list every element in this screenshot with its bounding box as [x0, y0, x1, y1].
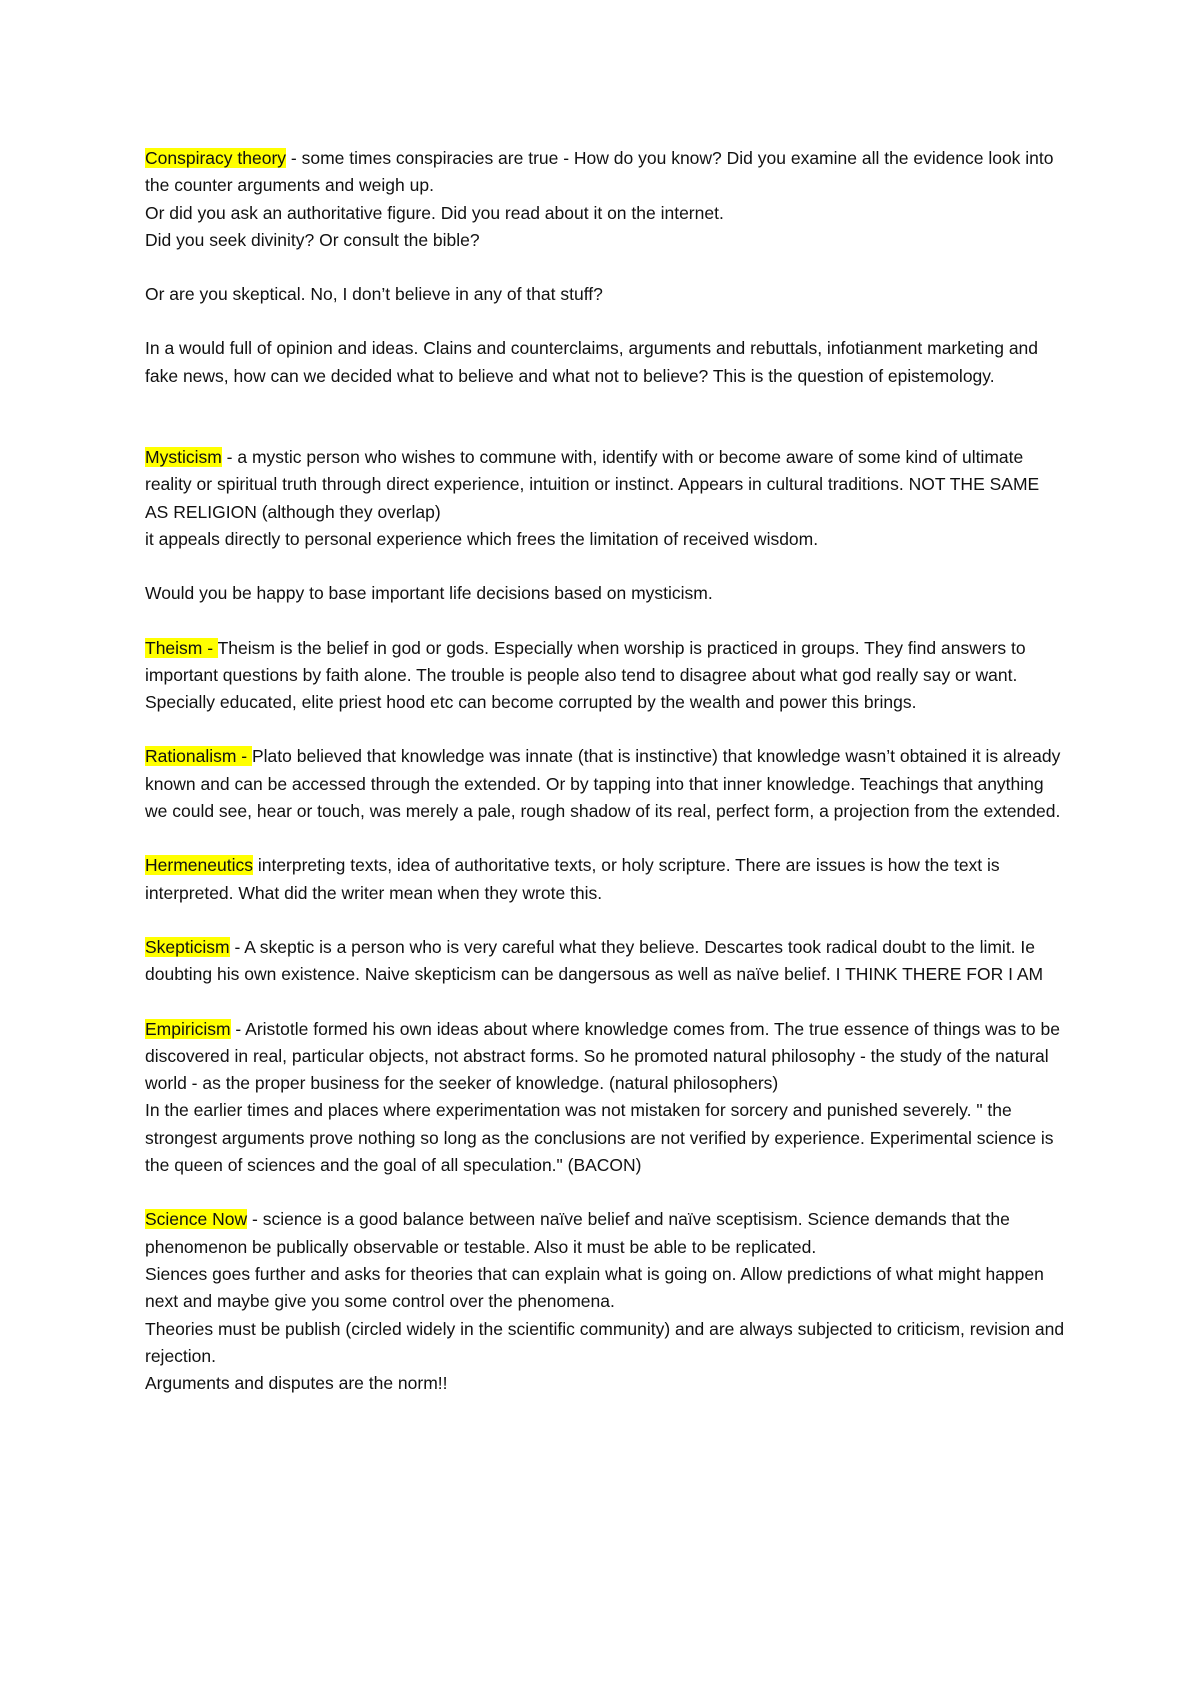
- document-page: [145, 145, 1065, 1397]
- spacer: [145, 390, 1065, 444]
- conspiracy-heading: Conspiracy theory: [145, 148, 287, 168]
- rationalism-paragraph: [145, 743, 1065, 825]
- hermeneutics-paragraph: [145, 852, 1065, 907]
- spacer: [145, 825, 1065, 852]
- spacer: [145, 989, 1065, 1016]
- empiricism-heading: Empiricism: [145, 1018, 231, 1039]
- theism-text: Theism is the belief in god or gods. Especially when worship is practiced in groups. They find answers to important questions by faith alone. The trouble is people also tend to disagree about what god really say or want. Specially educated, elite priest hood etc can become corrupted by the wealth and power this brings.: [145, 637, 1026, 713]
- spacer: [145, 254, 1065, 281]
- mysticism-text: - a mystic person who wishes to commune with, identify with or become aware of some kind of ultimate reality or spiritual truth through direct experience, intuition or instinct. Appears in cultural traditions. NOT THE SAME AS RELIGION (although they overlap): [145, 447, 1040, 522]
- spacer: [145, 553, 1065, 580]
- mysticism-question: Would you be happy to base important life decisions based on mysticism.: [145, 583, 713, 604]
- conspiracy-line-3: Did you seek divinity? Or consult the bible?: [145, 229, 480, 250]
- spacer: [145, 907, 1065, 934]
- science-now-text: - science is a good balance between naïve belief and naïve sceptisism. Science demands that the phenomenon be publically observable or testable. Also it must be able to be replicated.: [145, 1209, 1010, 1257]
- theism-paragraph: [145, 635, 1065, 717]
- skeptical-question: Or are you skeptical. No, I don’t believe in any of that stuff?: [145, 284, 603, 305]
- spacer: [145, 716, 1065, 743]
- conspiracy-paragraph: [145, 145, 1065, 254]
- spacer: [145, 608, 1065, 635]
- science-now-line-4: Arguments and disputes are the norm!!: [145, 1373, 448, 1394]
- skepticism-text: - A skeptic is a person who is very careful what they believe. Descartes took radical doubt to the limit. Ie doubting his own existence. Naive skepticism can be dangersous as well as naïve belief. I THINK THERE FOR I AM: [145, 936, 1044, 985]
- science-now-line-3: Theories must be publish (circled widely in the scientific community) and are always subjected to criticism, revision and rejection.: [145, 1318, 1065, 1366]
- empiricism-line-2: In the earlier times and places where experimentation was not mistaken for sorcery and punished severely. " the strongest arguments prove nothing so long as the conclusions are not verified by experience. Experimental science is the queen of sciences and the goal of all speculation." (BACON): [145, 1100, 1054, 1176]
- mysticism-line-2: it appeals directly to personal experience which frees the limitation of received wisdom.: [145, 528, 819, 549]
- conspiracy-line-2: Or did you ask an authoritative figure. Did you read about it on the internet.: [145, 202, 724, 223]
- science-now-paragraph: [145, 1206, 1065, 1397]
- science-now-line-2: Siences goes further and asks for theories that can explain what is going on. Allow predictions of what might happen next and maybe give you some control over the phenomena.: [145, 1263, 1044, 1312]
- epistemology-paragraph: In a would full of opinion and ideas. Clains and counterclaims, arguments and rebuttals, infotianment marketing and fake news, how can we decided what to believe and what not to believe? This is the question of epistemology.: [145, 338, 1039, 386]
- spacer: [145, 1179, 1065, 1206]
- spacer: [145, 308, 1065, 335]
- mysticism-paragraph: [145, 444, 1065, 553]
- rationalism-heading: Rationalism -: [145, 746, 252, 767]
- empiricism-text: - Aristotle formed his own ideas about where knowledge comes from. The true essence of things was to be discovered in real, particular objects, not abstract forms. So he promoted natural philosophy - the study of the natural world - as the proper business for the seeker of knowledge. (natural philosophers): [145, 1018, 1060, 1094]
- hermeneutics-heading: Hermeneutics: [145, 855, 253, 876]
- theism-heading: Theism -: [145, 637, 218, 658]
- science-now-heading: Science Now: [145, 1209, 248, 1230]
- mysticism-heading: Mysticism: [145, 447, 222, 468]
- skepticism-paragraph: [145, 934, 1065, 989]
- conspiracy-text: - some times conspiracies are true - How do you know? Did you examine all the evidence look into the counter arguments and weigh up.: [145, 148, 1054, 196]
- rationalism-text: Plato believed that knowledge was innate (that is instinctive) that knowledge wasn’t obtained it is already known and can be accessed through the extended. Or by tapping into that inner knowledge. Teachings that anything we could see, hear or touch, was merely a pale, rough shadow of its real, perfect form, a projection from the extended.: [145, 746, 1061, 822]
- skepticism-heading: Skepticism: [145, 936, 230, 957]
- empiricism-paragraph: [145, 1016, 1065, 1180]
- hermeneutics-text: interpreting texts, idea of authoritative texts, or holy scripture. There are issues is how the text is interpreted. What did the writer mean when they wrote this.: [145, 855, 1000, 903]
